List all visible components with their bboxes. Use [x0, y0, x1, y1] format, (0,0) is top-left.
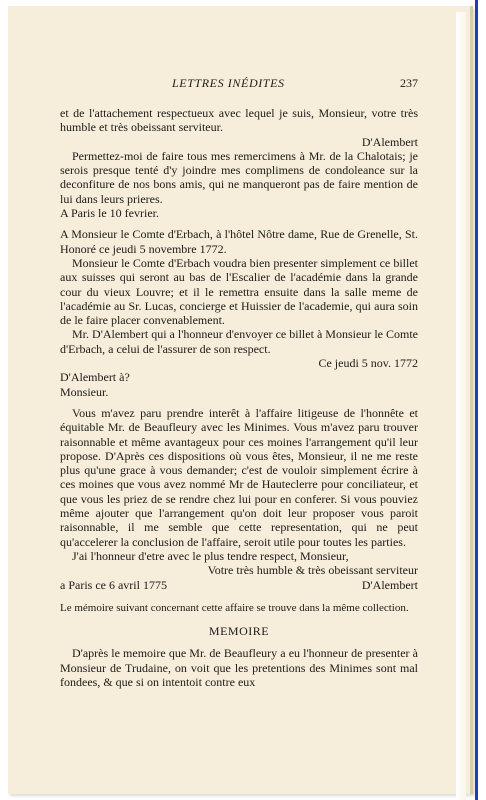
page-edge [456, 12, 466, 800]
editorial-note: Le mémoire suivant concernant cette affaire se trouve dans la même collection. [60, 601, 409, 614]
letter-recipient: D'Alembert à? [60, 370, 130, 385]
signature: D'Alembert [361, 134, 418, 149]
page-header [60, 76, 418, 92]
postscript-paragraph: Permettez-moi de faire tous mes remercimens à Mr. de la Chalotais; je serois presque tenté d'y joindre mes complimens de condoleance sur la deconfiture de nos bons amis, qui ne manqueront pas de faire mention de lui dans leurs prieres. [60, 148, 418, 206]
signature: D'Alembert [361, 577, 418, 592]
margin-line [475, 0, 478, 800]
memoire-paragraph: D'après le memoire que Mr. de Beaufleury a eu l'honneur de presenter à Monsieur de Trudaine, on voit que les pretentions des Minimes sont mal fondees, & que si on intentoit contre eux [60, 646, 418, 689]
letter-closing-formula: Votre très humble & très obeissant serviteur [207, 563, 418, 578]
letter-body-paragraph: Vous m'avez paru prendre interêt à l'affaire litigeuse de l'honnête et équitable Mr. de Beaufleury avec les Minimes. Vous m'avez paru trouver raisonnable et même avantageux pour ces moines l'arrangement qu'il leur propose. D'Après ces dispositions où vous êtes, Monsieur, il ne me reste plus qu'une grace à vous demander; c'est de vouloir simplement écrire à ces moines que vous avez nommé Mr de Hauteclerre pour conciliateur, et que vous les priez de se rendre chez lui pour en conferer. Si vous pouviez même ajouter que l'arrangement qu'on doit leur proposer vous paroit raisonnable, il me semble que cette representation, qui ne peut qu'accelerer la conclusion de l'affaire, seroit utile pour toutes les parties. [60, 405, 418, 549]
letter-body-paragraph: Mr. D'Alembert qui a l'honneur d'envoyer ce billet à Monsieur le Comte d'Erbach, a celui de l'assurer de son respect. [60, 327, 418, 356]
letter-address: A Monsieur le Comte d'Erbach, à l'hôtel Nôtre dame, Rue de Grenelle, St. Honoré ce jeudi 5 novembre 1772. [60, 227, 418, 256]
running-title: LETTRES INÉDITES [172, 76, 285, 90]
page-number: 237 [400, 76, 418, 90]
page-body [60, 106, 418, 689]
letter-body-paragraph: Monsieur le Comte d'Erbach voudra bien presenter simplement ce billet aux suisses qui seront au bas de l'Escalier de l'académie dans la grande cour du vieux Louvre; et il le remettra ensuite dans la salle meme de l'académie au Sr. Lucas, concierge et Huissier de l'academie, qui aura soin de le faire placer convenablement. [60, 255, 418, 328]
section-heading: MEMOIRE [208, 624, 270, 639]
letter-closing-line: J'ai l'honneur d'etre avec le plus tendre respect, Monsieur, [72, 548, 349, 563]
letter-place: a Paris ce 6 avril 1775 [60, 577, 167, 592]
letter-salutation: Monsieur. [60, 384, 109, 399]
letter-closing: et de l'attachement respectueux avec lequel je suis, Monsieur, votre très humble et très obeissant serviteur. [60, 106, 418, 135]
place-signature-row [60, 578, 418, 592]
letter-date: Ce jeudi 5 nov. 1772 [318, 356, 418, 371]
place-date-line: A Paris le 10 fevrier. [60, 206, 159, 221]
